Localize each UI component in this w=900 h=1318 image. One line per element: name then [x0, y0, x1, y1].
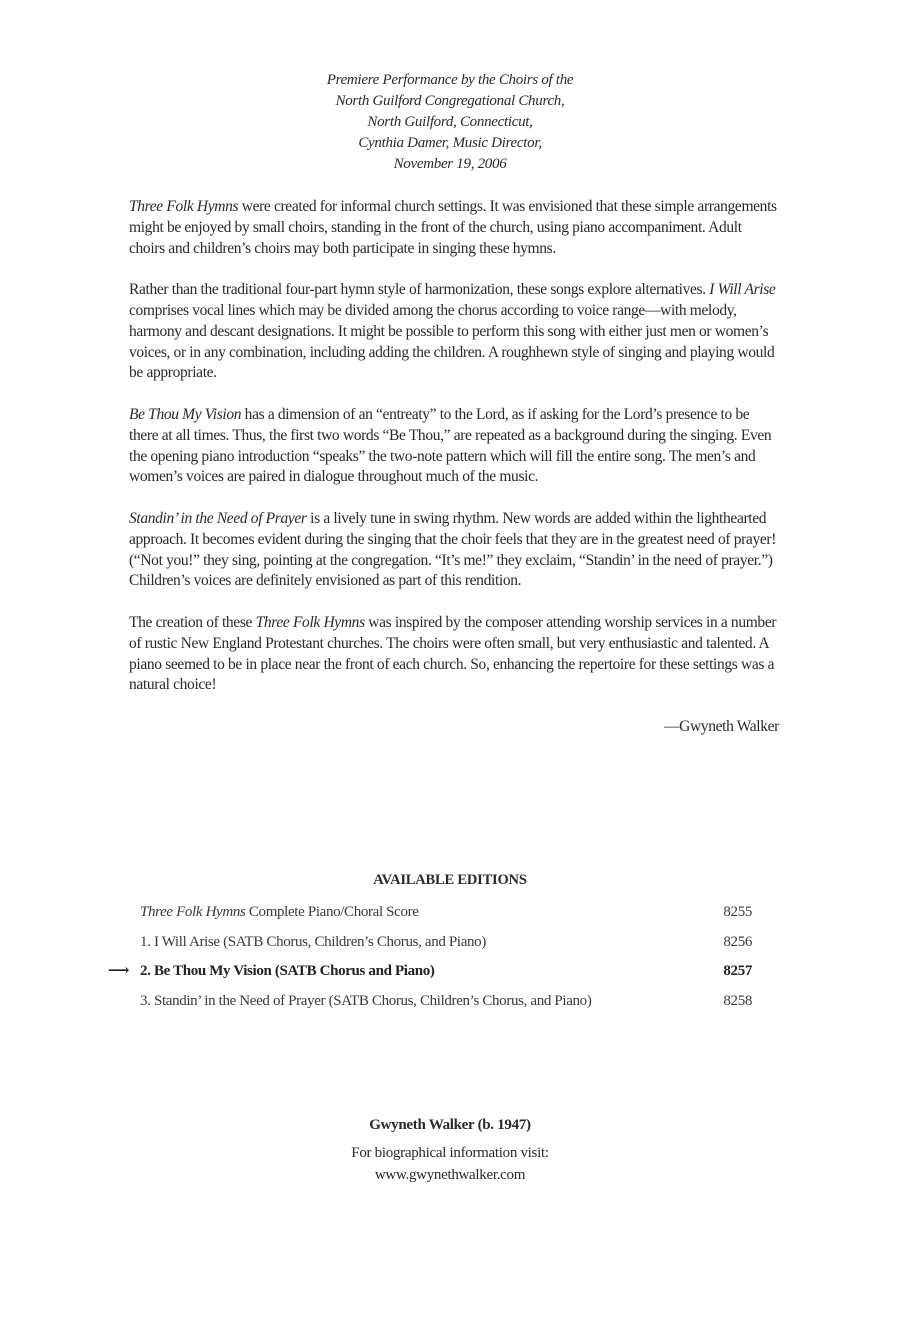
bio-prompt: For biographical information visit: — [351, 1145, 549, 1161]
edition-row — [108, 898, 768, 928]
edition-row — [108, 987, 768, 1017]
edition-label: 3. Standin’ in the Need of Prayer (SATB Chorus, Children’s Chorus, and Piano) — [140, 992, 592, 1009]
edition-label: 1. I Will Arise (SATB Chorus, Children’s Chorus, and Piano) — [140, 933, 486, 950]
notes-paragraph-1 — [129, 197, 779, 259]
edition-label: 2. Be Thou My Vision (SATB Chorus and Piano) — [140, 963, 435, 979]
paragraph-text: is a lively tune in swing rhythm. New words are added within the lighthearted approach. It becomes evident during the singing that the choir feels that they are in the greatest need of prayer! (“Not you!” they sing, pointing at the congregation. “It’s me!” they exclaim, “Standin’ in the need of prayer.”) Children’s voices are definitely envisioned as part of this rendition. — [129, 509, 777, 590]
notes-paragraph-4 — [129, 509, 779, 592]
arrow-icon: ⟶ — [108, 963, 130, 979]
work-title: Three Folk Hymns — [255, 613, 365, 631]
notes-paragraph-5 — [129, 613, 779, 696]
edition-row-current — [108, 957, 768, 987]
work-title: Three Folk Hymns — [140, 904, 246, 920]
notes-paragraph-2 — [129, 280, 779, 384]
paragraph-text: was inspired by the composer attending worship services in a number of rustic New England Protestant churches. The choirs were often small, but very enthusiastic and talented. A piano seemed to be in place near the front of each church. So, enhancing the repertoire for these settings was a natural choice! — [129, 613, 777, 694]
premiere-line: Cynthia Damer, Music Director, — [358, 135, 542, 151]
work-title: Standin’ in the Need of Prayer — [129, 509, 307, 527]
premiere-line: North Guilford Congregational Church, — [335, 93, 565, 109]
editions-list — [108, 898, 768, 1016]
premiere-credits — [0, 70, 900, 175]
paragraph-text: The creation of these — [129, 613, 256, 631]
edition-code: 8255 — [723, 904, 752, 920]
paragraph-text: comprises vocal lines which may be divided among the chorus according to voice range—with melody, harmony and descant designations. It might be possible to perform this song with either just men or women’s voices, or in any combination, including adding the children. A roughhewn style of singing and playing would be appropriate. — [129, 301, 775, 382]
notes-paragraph-3 — [129, 405, 779, 488]
edition-code: 8257 — [723, 963, 752, 979]
edition-row — [108, 928, 768, 958]
composer-name: Gwyneth Walker (b. 1947) — [369, 1117, 531, 1133]
author-signature: —Gwyneth Walker — [663, 717, 779, 735]
premiere-line: Premiere Performance by the Choirs of the — [326, 72, 574, 88]
edition-label — [140, 898, 419, 928]
work-title: I Will Arise — [709, 281, 776, 299]
edition-label-text: Complete Piano/Choral Score — [245, 904, 419, 920]
edition-code: 8258 — [723, 992, 752, 1009]
premiere-line: North Guilford, Connecticut, — [367, 114, 533, 130]
work-title: Be Thou My Vision — [129, 405, 242, 423]
premiere-line: November 19, 2006 — [393, 156, 507, 172]
work-title: Three Folk Hymns — [129, 198, 239, 215]
composer-website: www.gwynethwalker.com — [374, 1167, 526, 1183]
edition-code: 8256 — [723, 933, 752, 950]
editions-heading: AVAILABLE EDITIONS — [373, 872, 527, 888]
paragraph-text: has a dimension of an “entreaty” to the Lord, as if asking for the Lord’s presence to be there at all times. Thus, the first two words “Be Thou,” are repeated as a background during the singing. Even the opening piano introduction “speaks” the two-note pattern which will fill the entire song. The men’s and women’s voices are paired in dialogue throughout much of the music. — [129, 405, 772, 486]
program-notes — [129, 197, 779, 759]
composer-info — [0, 1114, 900, 1186]
paragraph-text: were created for informal church settings. It was envisioned that these simple arrangements might be enjoyed by small choirs, standing in the front of the church, using piano accompaniment. Adult choirs and children’s choirs may both participate in singing these hymns. — [129, 198, 777, 257]
paragraph-text: Rather than the traditional four-part hymn style of harmonization, these songs explore alternatives. — [129, 281, 710, 299]
